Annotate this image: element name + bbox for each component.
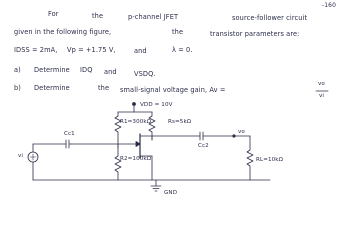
gain-denominator: vi	[319, 93, 325, 99]
vdd-node	[133, 103, 136, 106]
circuit-config: source-follower circuit	[232, 14, 308, 22]
idss-value: IDSS = 2mA,	[14, 46, 58, 54]
part-b-label: b)	[14, 84, 21, 92]
part-a-and: and	[104, 68, 117, 76]
r2-resistor	[115, 144, 121, 180]
r1-label: R1=300kΩ	[120, 119, 152, 125]
lambda-value: λ = 0.	[172, 46, 193, 54]
the-word-2: the	[172, 28, 184, 36]
and-word: and	[134, 47, 147, 55]
the-word: the	[92, 12, 104, 20]
gnd-label: GND	[164, 190, 178, 196]
r2-label: R2=100kΩ	[120, 156, 152, 162]
corner-note: -160	[322, 2, 337, 9]
r1-resistor	[115, 112, 121, 148]
for-word: For	[48, 10, 59, 18]
cc2-label: Cc2	[198, 143, 209, 149]
given-text: given in the following figure,	[14, 28, 112, 36]
vdd-label: VDD = 10V	[140, 102, 173, 108]
jfet-type: p-channel JFET	[128, 13, 179, 21]
part-b-gain-text: small-signal voltage gain, Av =	[120, 86, 226, 94]
vi-label: vi	[18, 153, 24, 159]
cc1-label: Cc1	[64, 131, 75, 137]
vo-label: vo	[238, 129, 245, 135]
part-a-vsdq: VSDQ.	[134, 70, 156, 78]
vp-value: Vp = +1.75 V,	[67, 46, 116, 54]
part-a-label: a)	[14, 66, 21, 74]
rl-resistor	[247, 136, 253, 180]
transistor-params: transistor parameters are:	[210, 30, 300, 38]
part-b-determine: Determine	[34, 84, 70, 92]
gain-numerator: vo	[318, 81, 325, 87]
part-a-idq: IDQ	[80, 66, 93, 74]
part-a-determine: Determine	[34, 66, 70, 74]
rs-label: Rs=5kΩ	[168, 119, 192, 125]
rl-label: RL=10kΩ	[256, 157, 284, 163]
part-b-the: the	[98, 84, 110, 92]
